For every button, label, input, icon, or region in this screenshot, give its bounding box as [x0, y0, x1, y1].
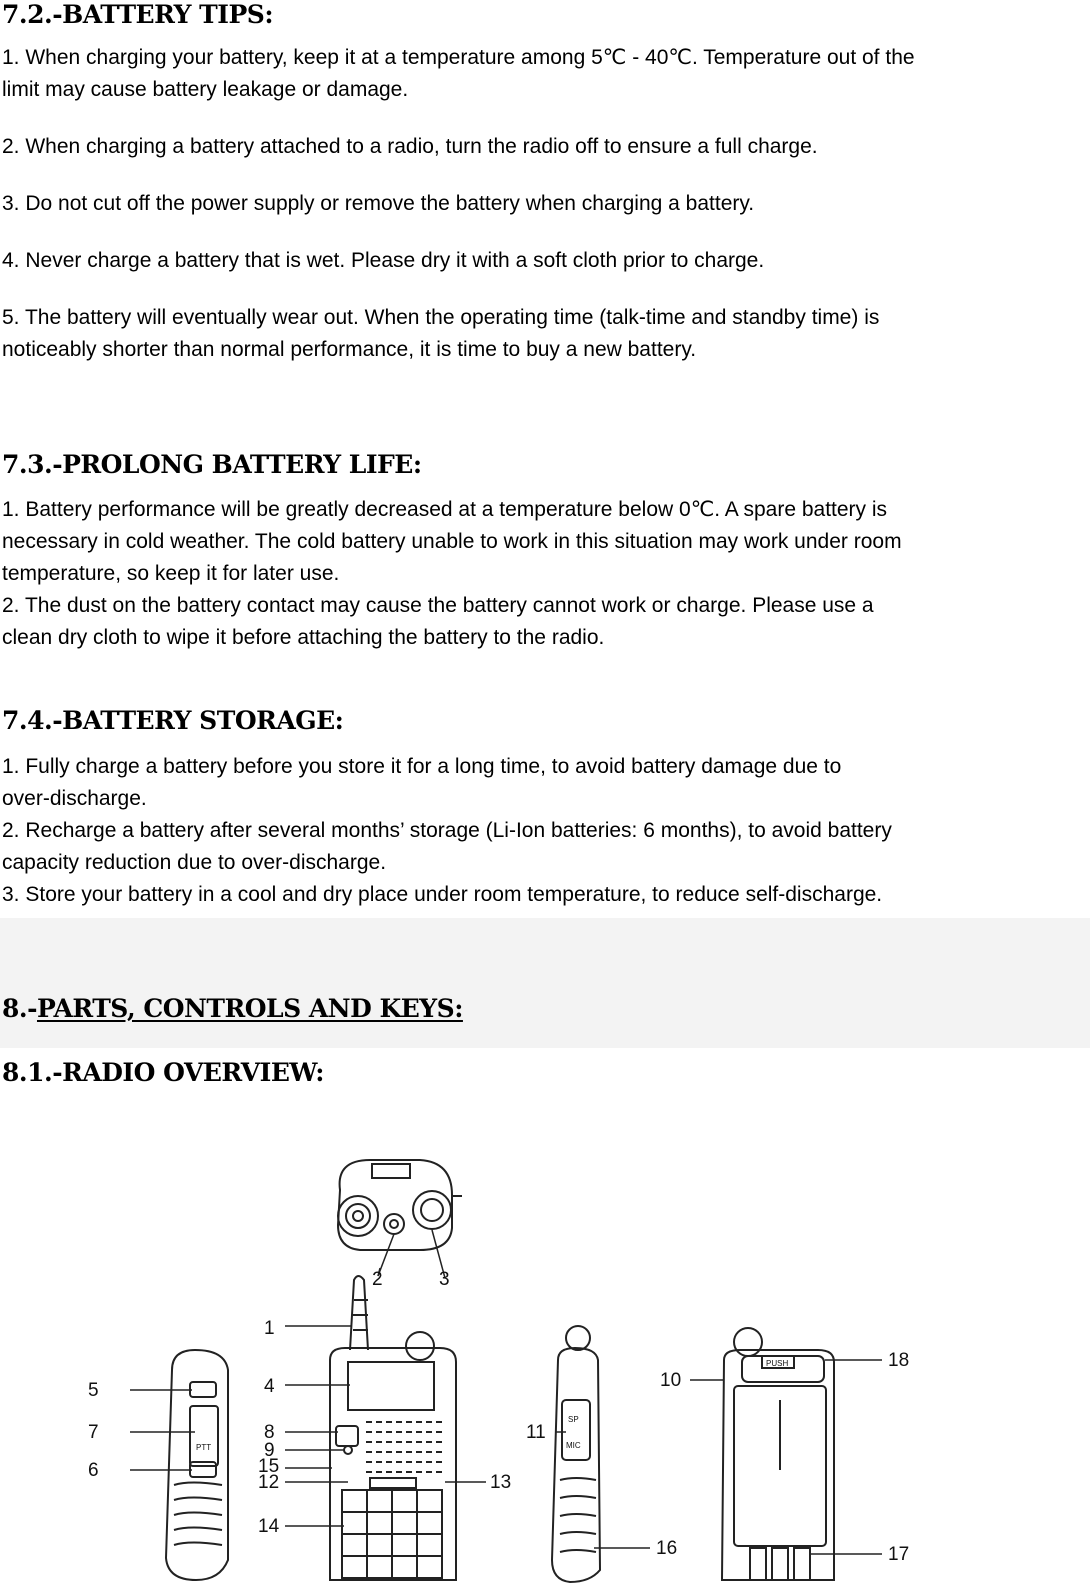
callout-5: 5	[88, 1380, 99, 1401]
push-label: PUSH	[766, 1359, 789, 1368]
section-8-prefix: 8.-	[2, 994, 37, 1023]
radio-right-side-view	[552, 1326, 600, 1582]
storage-1-line-1: 1. Fully charge a battery before you store it for a long time, to avoid battery damage due to	[2, 755, 842, 778]
callout-17: 17	[888, 1544, 910, 1565]
radio-top-view	[338, 1160, 462, 1250]
callout-16: 16	[656, 1538, 678, 1559]
radio-overview-figure	[0, 1150, 1090, 1586]
storage-2-line-2: capacity reduction due to over-discharge.	[2, 851, 387, 874]
section-7-2-heading: 7.2.-BATTERY TIPS:	[2, 0, 274, 29]
radio-front-view	[330, 1276, 456, 1580]
callout-10: 10	[660, 1370, 682, 1391]
section-8-title: PARTS, CONTROLS AND KEYS:	[36, 994, 463, 1023]
section-7-3-heading: 7.3.-PROLONG BATTERY LIFE:	[2, 450, 422, 479]
callout-7: 7	[88, 1422, 99, 1443]
prolong-1-line-2: necessary in cold weather. The cold battery unable to work in this situation may work under room	[2, 530, 902, 553]
tip-4: 4. Never charge a battery that is wet. Please dry it with a soft cloth prior to charge.	[2, 249, 765, 272]
tip-3: 3. Do not cut off the power supply or remove the battery when charging a battery.	[2, 192, 755, 215]
callout-15: 15	[258, 1456, 280, 1477]
tip-5-line-1: 5. The battery will eventually wear out. When the operating time (talk-time and standby time) is	[2, 306, 880, 329]
tip-1-line-2: limit may cause battery leakage or damage.	[2, 78, 409, 101]
callout-8: 8	[264, 1422, 275, 1443]
callout-12: 12	[258, 1472, 280, 1493]
section-7-4-heading: 7.4.-BATTERY STORAGE:	[2, 706, 344, 735]
callout-leader-lines	[130, 1230, 882, 1554]
storage-1-line-2: over-discharge.	[2, 787, 147, 810]
section-8-band	[0, 918, 1090, 1048]
callout-11: 11	[526, 1422, 546, 1443]
sp-label: SP	[568, 1415, 579, 1424]
callout-14: 14	[258, 1516, 280, 1537]
prolong-2-line-1: 2. The dust on the battery contact may cause the battery cannot work or charge. Please use a	[2, 594, 874, 617]
callout-13: 13	[490, 1472, 512, 1493]
callout-1: 1	[264, 1318, 275, 1339]
section-8-heading	[2, 994, 463, 1023]
callout-3: 3	[439, 1269, 450, 1290]
radio-left-side-view	[166, 1350, 228, 1580]
tip-2: 2. When charging a battery attached to a radio, turn the radio off to ensure a full charge.	[2, 135, 818, 158]
callout-4: 4	[264, 1376, 275, 1397]
storage-2-line-1: 2. Recharge a battery after several months’ storage (Li-Ion batteries: 6 months), to avoid battery	[2, 819, 892, 842]
prolong-1-line-3: temperature, so keep it for later use.	[2, 562, 340, 585]
prolong-1-line-1: 1. Battery performance will be greatly decreased at a temperature below 0℃. A spare battery is	[2, 498, 888, 521]
section-8-1-heading: 8.1.-RADIO OVERVIEW:	[2, 1058, 325, 1087]
mic-label: MIC	[566, 1441, 581, 1450]
tip-1-line-1: 1. When charging your battery, keep it at a temperature among 5℃ - 40℃. Temperature out of the	[2, 46, 915, 69]
callout-18: 18	[888, 1350, 910, 1371]
callout-9: 9	[264, 1440, 275, 1461]
ptt-label: PTT	[196, 1443, 212, 1452]
callout-2: 2	[372, 1269, 383, 1290]
prolong-2-line-2: clean dry cloth to wipe it before attaching the battery to the radio.	[2, 626, 605, 649]
storage-3: 3. Store your battery in a cool and dry place under room temperature, to reduce self-discharge.	[2, 883, 883, 906]
callout-6: 6	[88, 1460, 99, 1481]
tip-5-line-2: noticeably shorter than normal performance, it is time to buy a new battery.	[2, 338, 697, 361]
